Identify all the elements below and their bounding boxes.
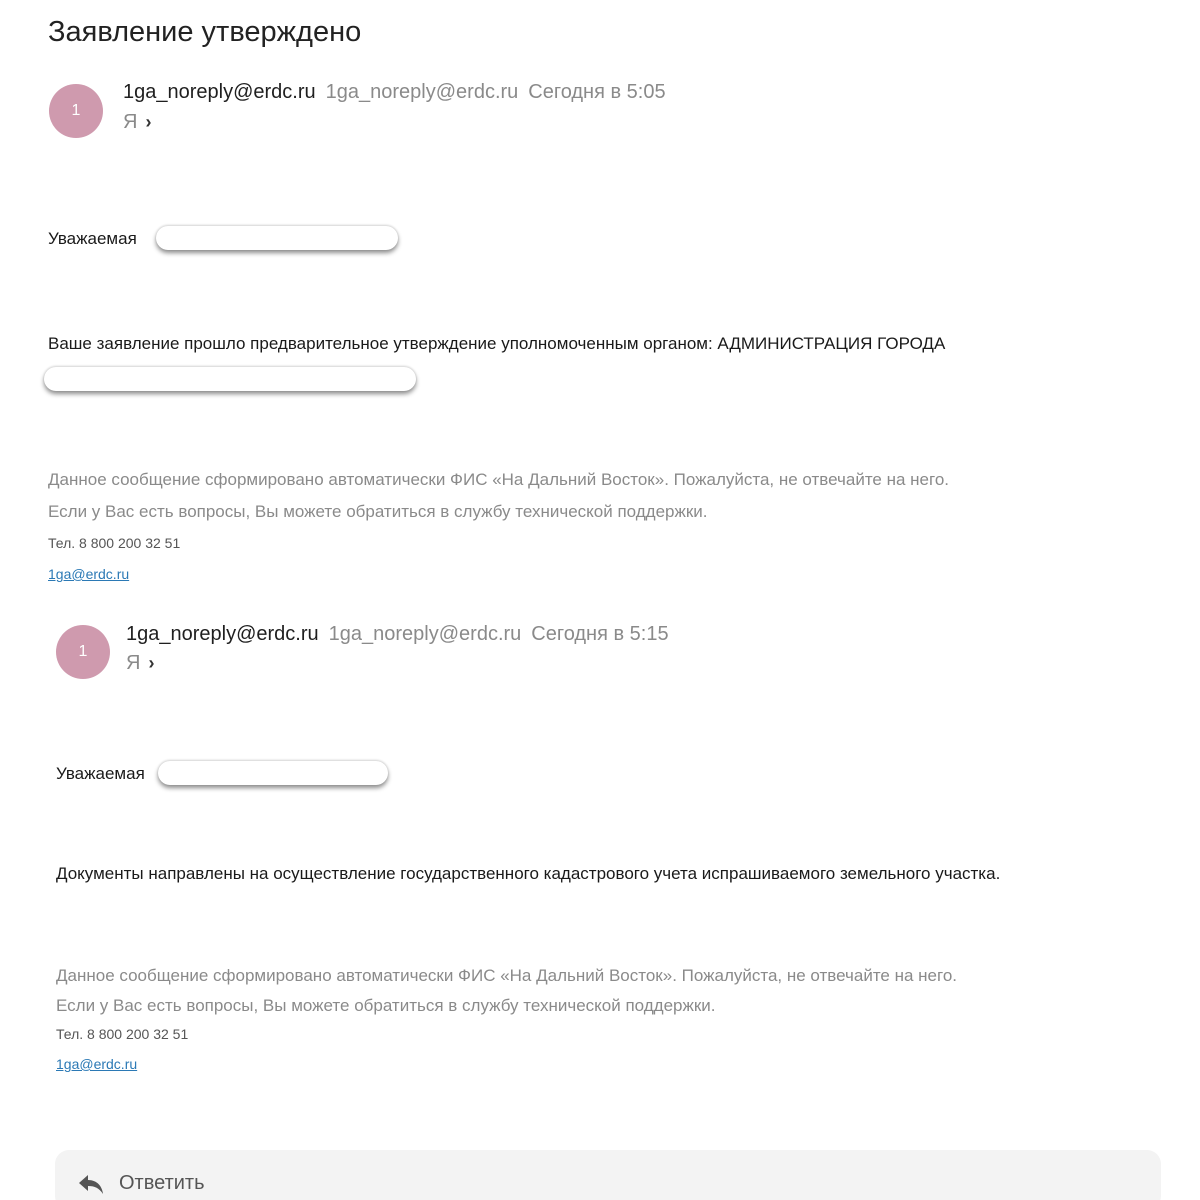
sender-name[interactable]: 1ga_noreply@erdc.ru	[126, 623, 319, 645]
chevron-right-icon[interactable]: ›	[148, 653, 155, 673]
redaction-mark	[158, 761, 388, 785]
message-date: Сегодня в 5:15	[531, 623, 669, 645]
message-date: Сегодня в 5:05	[528, 81, 666, 103]
support-phone: Тел. 8 800 200 32 51	[48, 535, 181, 551]
footer-support-note: Если у Вас есть вопросы, Вы можете обратиться в службу технической поддержки.	[56, 996, 716, 1015]
recipient-line[interactable]	[126, 652, 154, 675]
support-email-link[interactable]: 1ga@erdc.ru	[56, 1056, 138, 1072]
footer-notice: Данное сообщение сформировано автоматически ФИС «На Дальний Восток». Пожалуйста, не отвечайте на него.	[48, 470, 950, 489]
sender-avatar[interactable]: 1	[49, 84, 103, 138]
message-body: Ваше заявление прошло предварительное утверждение уполномоченным органом: АДМИНИСТРАЦИЯ ГОРОДА	[48, 334, 946, 353]
reply-icon[interactable]	[77, 1172, 105, 1196]
greeting: Уважаемая	[48, 229, 137, 248]
recipient-line[interactable]	[123, 111, 151, 134]
sender-line	[126, 623, 669, 646]
sender-avatar[interactable]: 1	[56, 625, 110, 679]
redaction-mark	[44, 367, 416, 391]
footer-notice: Данное сообщение сформировано автоматически ФИС «На Дальний Восток». Пожалуйста, не отвечайте на него.	[56, 966, 958, 985]
greeting: Уважаемая	[56, 764, 145, 783]
chevron-right-icon[interactable]: ›	[145, 112, 152, 132]
support-email-link[interactable]: 1ga@erdc.ru	[48, 566, 130, 582]
sender-email[interactable]: 1ga_noreply@erdc.ru	[328, 623, 522, 645]
sender-line	[123, 81, 666, 104]
reply-button[interactable]	[55, 1150, 1161, 1200]
recipient-name[interactable]: Я	[126, 652, 141, 674]
recipient-name[interactable]: Я	[123, 111, 138, 133]
sender-email[interactable]: 1ga_noreply@erdc.ru	[325, 81, 519, 103]
redaction-mark	[156, 226, 398, 250]
support-phone: Тел. 8 800 200 32 51	[56, 1026, 189, 1042]
message-body: Документы направлены на осуществление государственного кадастрового учета испрашиваемого земельного участка.	[56, 864, 1001, 883]
reply-label[interactable]: Ответить	[119, 1172, 205, 1194]
email-subject: Заявление утверждено	[48, 16, 362, 48]
sender-name[interactable]: 1ga_noreply@erdc.ru	[123, 81, 316, 103]
footer-support-note: Если у Вас есть вопросы, Вы можете обратиться в службу технической поддержки.	[48, 502, 708, 521]
